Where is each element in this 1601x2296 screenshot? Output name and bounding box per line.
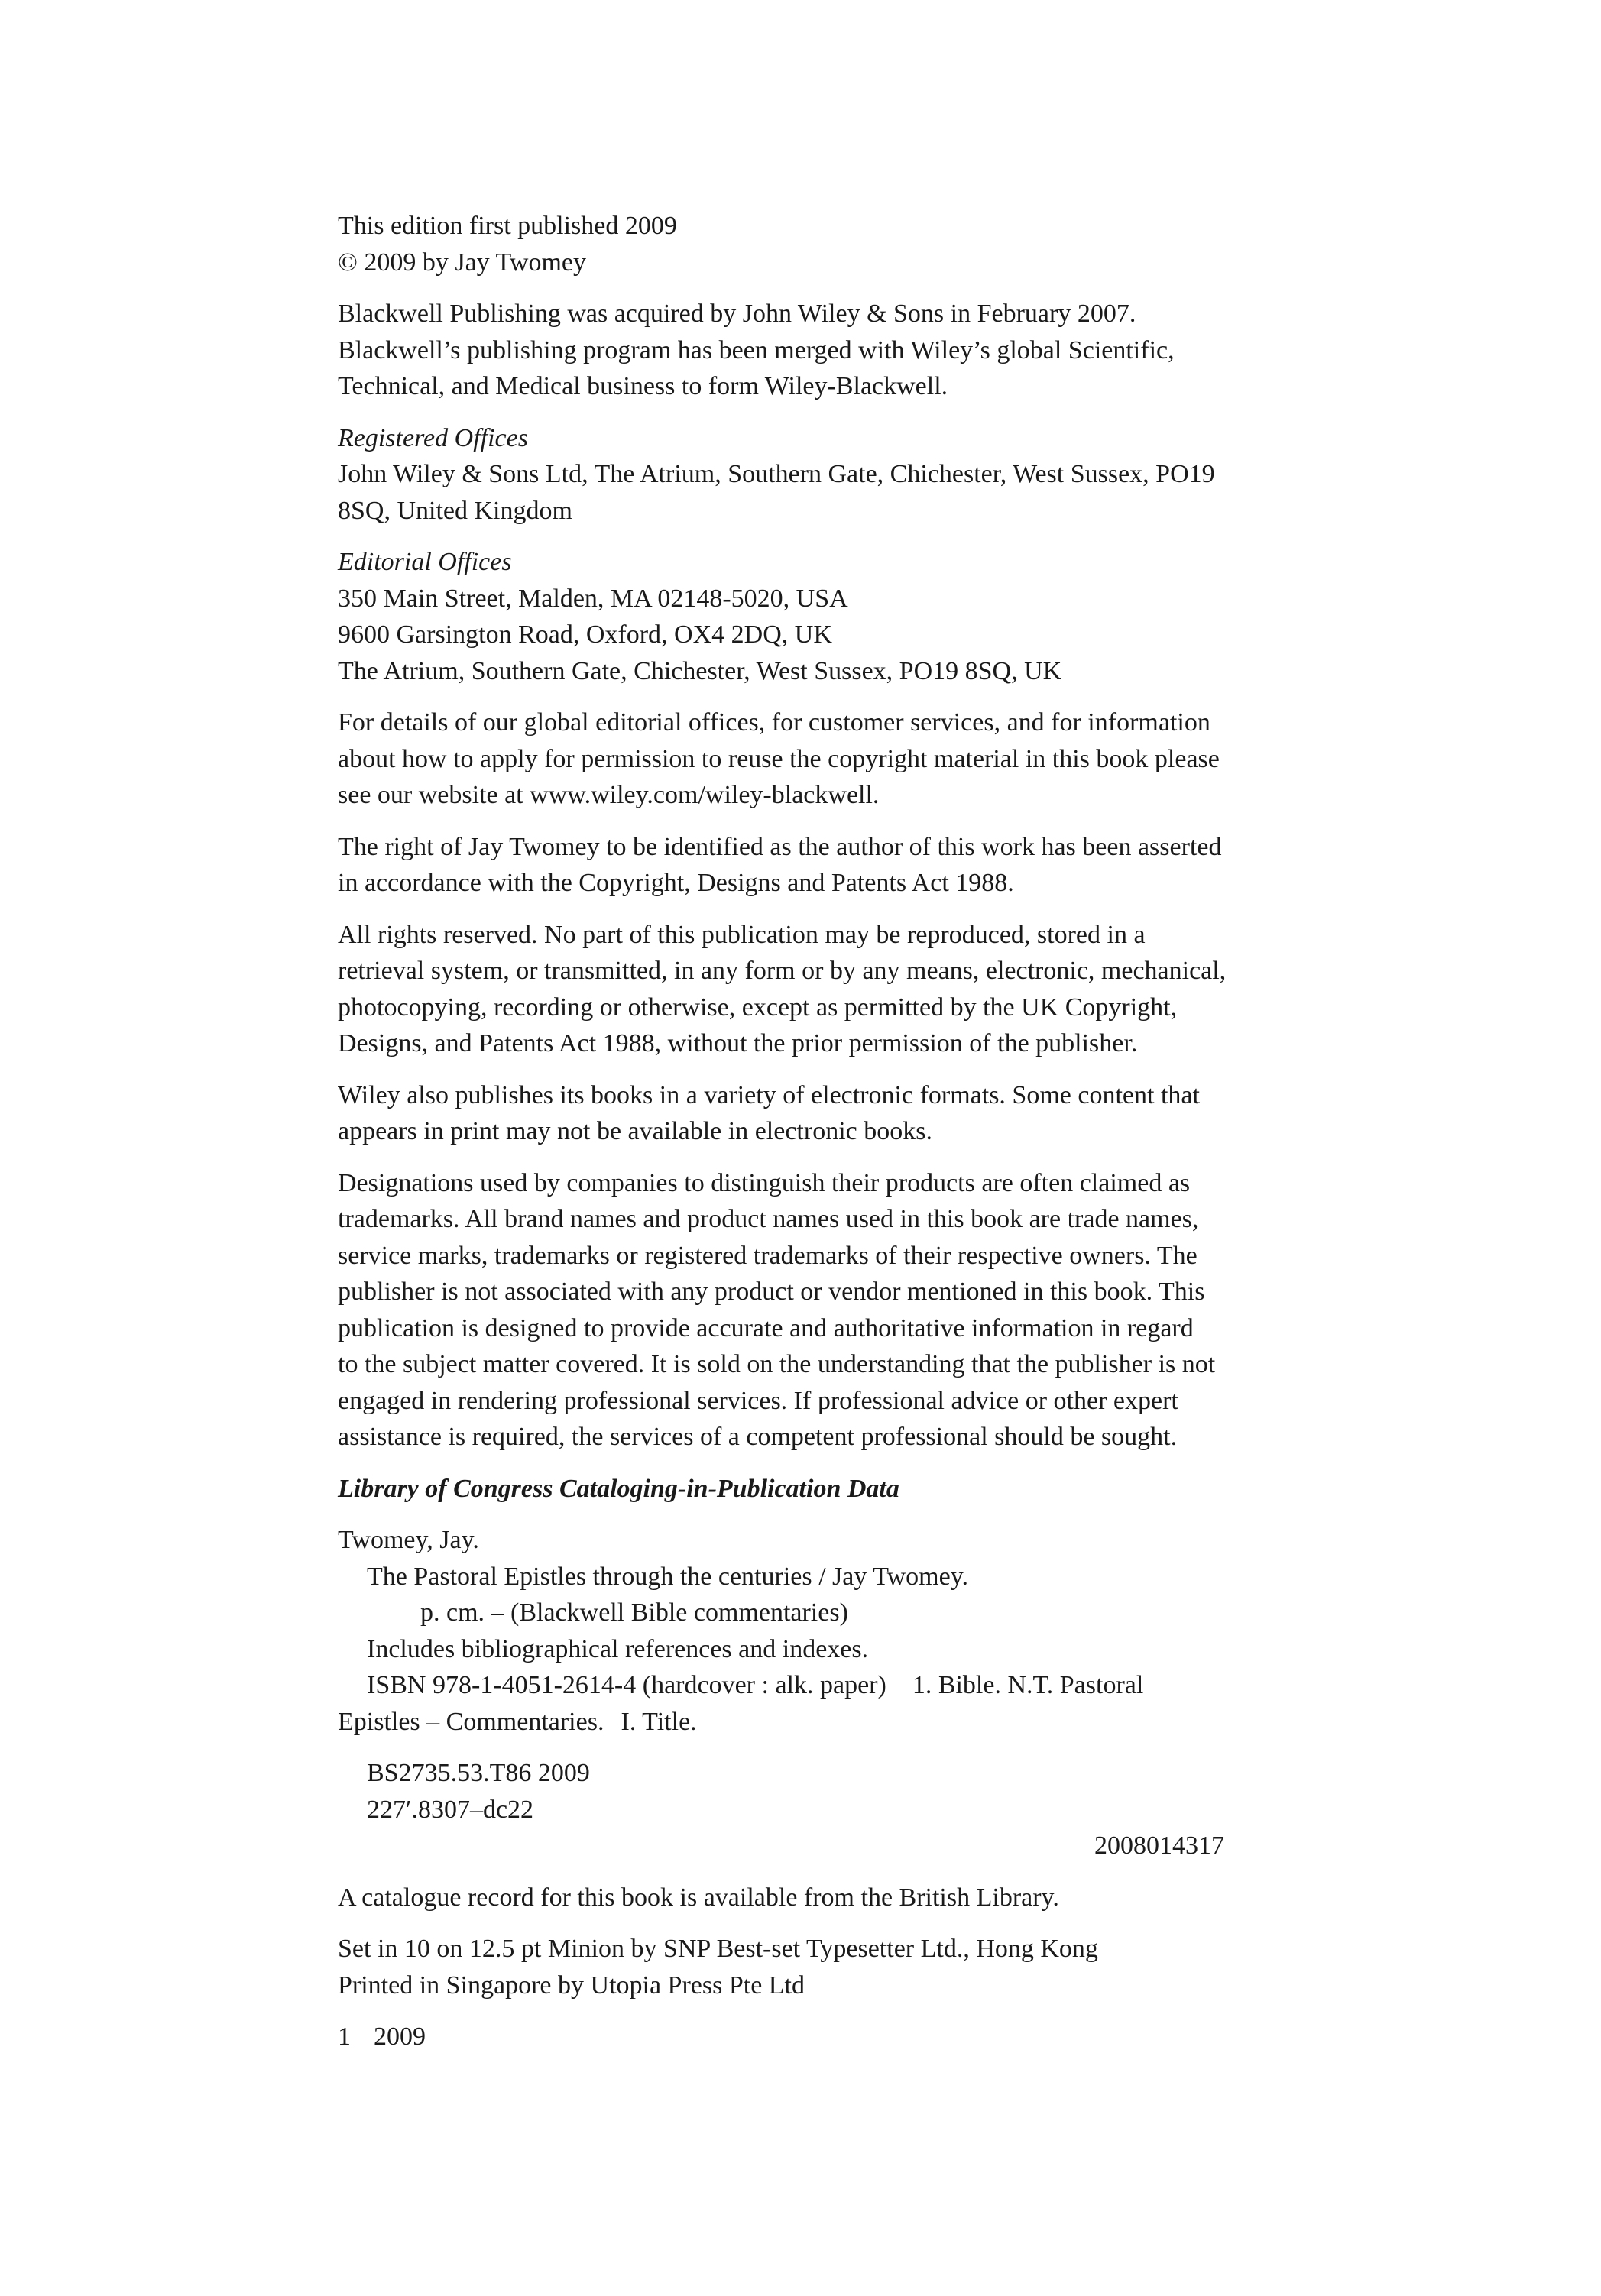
designations-line: service marks, trademarks or registered trademarks of their respective owners. The xyxy=(338,1241,1198,1270)
details-line: For details of our global editorial offices, for customer services, and for information xyxy=(338,708,1210,737)
electronic-line: appears in print may not be available in electronic books. xyxy=(338,1117,932,1145)
author-right-line: The right of Jay Twomey to be identified as the author of this work has been asserted xyxy=(338,832,1222,861)
registered-offices-heading: Registered Offices xyxy=(338,423,528,452)
cip-lccn: 2008014317 xyxy=(1094,1831,1224,1860)
editorial-offices xyxy=(338,544,1347,689)
designations-line: assistance is required, the services of a competent professional should be sought. xyxy=(338,1423,1178,1451)
edition-info xyxy=(338,208,1347,280)
british-library-line: A catalogue record for this book is available from the British Library. xyxy=(338,1883,1059,1912)
cip-isbn-line xyxy=(338,1667,1347,1704)
typesetting-paragraph xyxy=(338,1931,1347,2003)
cip-bibliography: Includes bibliographical references and indexes. xyxy=(367,1634,869,1663)
details-line: see our website at www.wiley.com/wiley-blackwell. xyxy=(338,781,880,809)
cip-dewey: 227′.8307–dc22 xyxy=(367,1795,534,1824)
rights-line: photocopying, recording or otherwise, except as permitted by the UK Copyright, xyxy=(338,993,1178,1022)
cip-subject-1a: 1. Bible. N.T. Pastoral xyxy=(912,1671,1144,1699)
cip-title: The Pastoral Epistles through the centuries / Jay Twomey. xyxy=(367,1562,969,1591)
editorial-office-line: 350 Main Street, Malden, MA 02148-5020, USA xyxy=(338,584,848,613)
cip-heading-block xyxy=(338,1471,1347,1507)
cip-call-number: BS2735.53.T86 2009 xyxy=(367,1759,590,1787)
editorial-office-line: The Atrium, Southern Gate, Chichester, West Sussex, PO19 8SQ, UK xyxy=(338,656,1062,685)
printer-line: Printed in Singapore by Utopia Press Pte Ltd xyxy=(338,1971,805,2000)
editorial-office-line: 9600 Garsington Road, Oxford, OX4 2DQ, UK xyxy=(338,620,832,649)
acquisition-line: Technical, and Medical business to form Wiley-Blackwell. xyxy=(338,372,948,400)
acquisition-paragraph xyxy=(338,296,1347,405)
cip-subject-line xyxy=(338,1704,1347,1741)
copyright-line: © 2009 by Jay Twomey xyxy=(338,248,587,277)
cip-subject-2: I. Title. xyxy=(621,1707,697,1736)
editorial-offices-heading: Editorial Offices xyxy=(338,548,512,576)
rights-reserved-paragraph xyxy=(338,917,1347,1062)
cip-classification xyxy=(338,1755,1347,1864)
designations-line: publication is designed to provide accurate and authoritative information in regard xyxy=(338,1313,1194,1342)
copyright-page xyxy=(338,208,1347,2071)
impression-number: 1 xyxy=(338,2022,351,2051)
print-year: 2009 xyxy=(374,2022,426,2051)
designations-line: trademarks. All brand names and product names used in this book are trade names, xyxy=(338,1205,1199,1233)
details-line: about how to apply for permission to reuse the copyright material in this book please xyxy=(338,744,1220,773)
rights-line: retrieval system, or transmitted, in any form or by any means, electronic, mechanical, xyxy=(338,957,1227,985)
cip-series: p. cm. – (Blackwell Bible commentaries) xyxy=(420,1598,848,1627)
print-line xyxy=(338,2019,1347,2055)
registered-office-line: 8SQ, United Kingdom xyxy=(338,496,572,525)
first-published-line: This edition first published 2009 xyxy=(338,212,677,240)
designations-line: to the subject matter covered. It is sold on the understanding that the publisher is not xyxy=(338,1350,1216,1378)
cip-isbn: ISBN 978-1-4051-2614-4 (hardcover : alk. paper) xyxy=(367,1671,886,1699)
cip-author: Twomey, Jay. xyxy=(338,1526,479,1554)
electronic-line: Wiley also publishes its books in a variety of electronic formats. Some content that xyxy=(338,1080,1200,1109)
acquisition-line: Blackwell’s publishing program has been merged with Wiley’s global Scientific, xyxy=(338,335,1175,364)
designations-line: engaged in rendering professional services. If professional advice or other expert xyxy=(338,1386,1178,1415)
acquisition-line: Blackwell Publishing was acquired by John Wiley & Sons in February 2007. xyxy=(338,300,1136,328)
author-right-line: in accordance with the Copyright, Designs and Patents Act 1988. xyxy=(338,869,1014,897)
rights-line: Designs, and Patents Act 1988, without the prior permission of the publisher. xyxy=(338,1029,1138,1057)
registered-offices xyxy=(338,420,1347,529)
details-paragraph xyxy=(338,704,1347,814)
designations-line: publisher is not associated with any product or vendor mentioned in this book. This xyxy=(338,1278,1205,1306)
cip-heading: Library of Congress Cataloging-in-Publication Data xyxy=(338,1474,899,1503)
registered-office-line: John Wiley & Sons Ltd, The Atrium, Southern Gate, Chichester, West Sussex, PO19 xyxy=(338,460,1215,488)
electronic-formats-paragraph xyxy=(338,1077,1347,1150)
designations-line: Designations used by companies to distinguish their products are often claimed as xyxy=(338,1168,1191,1197)
author-right-paragraph xyxy=(338,829,1347,902)
typesetting-line: Set in 10 on 12.5 pt Minion by SNP Best-set Typesetter Ltd., Hong Kong xyxy=(338,1935,1098,1963)
rights-line: All rights reserved. No part of this publication may be reproduced, stored in a xyxy=(338,920,1146,949)
british-library-paragraph xyxy=(338,1880,1347,1916)
cip-record xyxy=(338,1522,1347,1740)
designations-paragraph xyxy=(338,1165,1347,1456)
cip-subject-1b: Epistles – Commentaries. xyxy=(338,1707,604,1736)
